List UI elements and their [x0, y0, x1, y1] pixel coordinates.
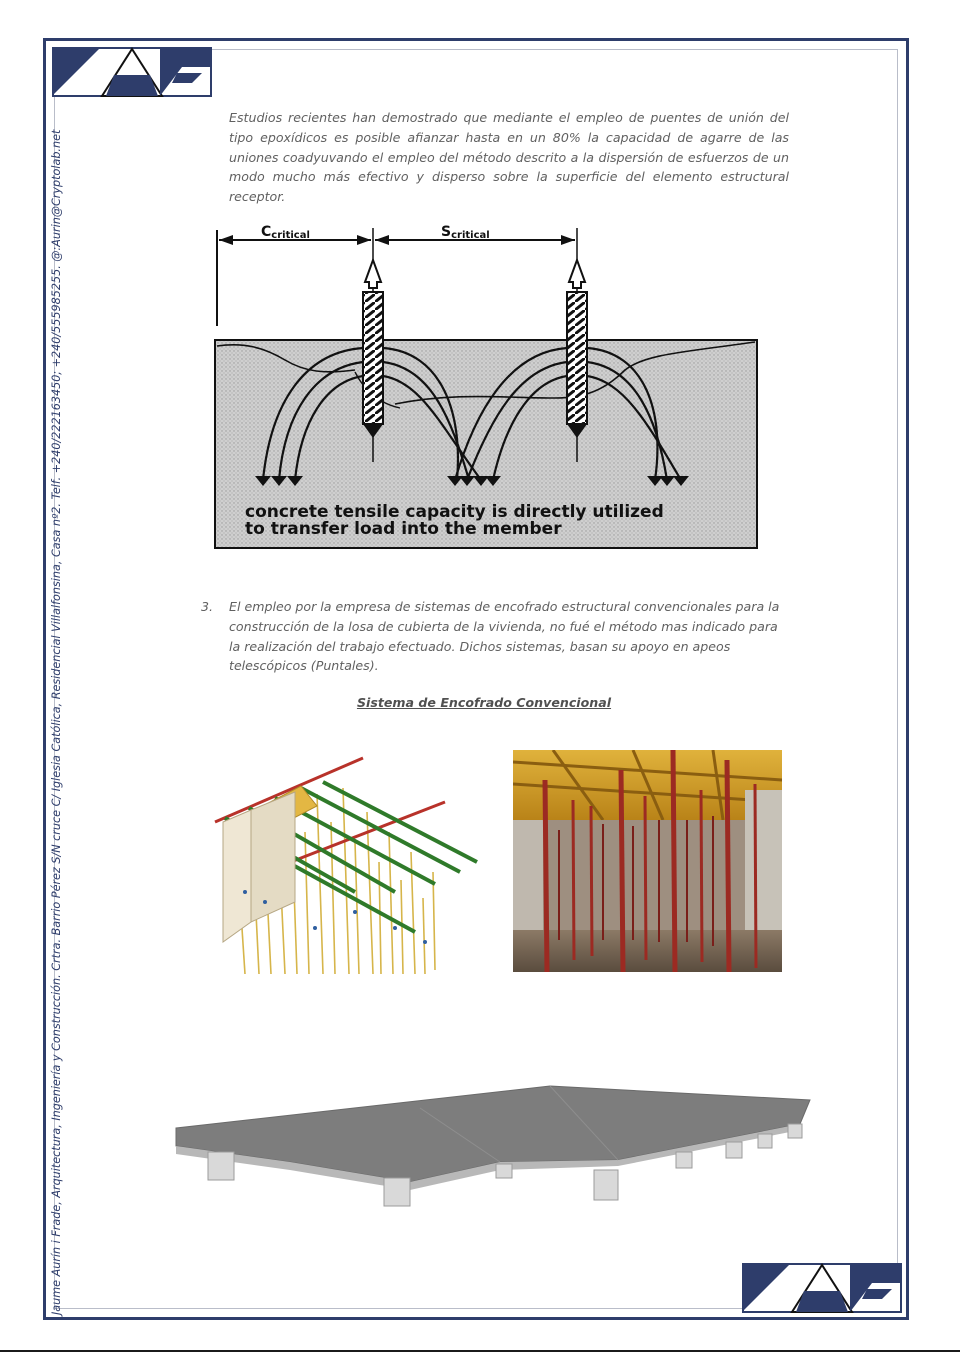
section-caption: Sistema de Encofrado Convencional [356, 695, 612, 710]
company-logo-top [52, 47, 212, 97]
company-logo-bottom [742, 1263, 902, 1313]
anchor-spacing-diagram [205, 222, 767, 552]
svg-text:concrete tensile capacity is d: concrete tensile capacity is directly utilized [245, 502, 664, 522]
formwork-system-illustration [205, 752, 480, 974]
roof-slab-3d-view [170, 1078, 815, 1210]
telescopic-props-photo [513, 750, 782, 972]
intro-paragraph: Estudios recientes han demostrado que mediante el empleo de puentes de unión del tipo epoxídicos es posible afianzar hasta en un 80% la capacidad de agarre de las uniones coadyuvando el empleo del método descrito a la dispersión de esfuerzos de un modo mucho más efectivo y disperso sobre la superficie del elemento estructural receptor. [229, 110, 789, 205]
svg-text:to transfer load into the memb: to transfer load into the member [245, 519, 562, 539]
bottom-rule [0, 1350, 960, 1352]
svg-text:Ccritical: Ccritical [261, 224, 310, 241]
svg-text:Scritical: Scritical [441, 224, 490, 241]
list-item-number: 3. [201, 599, 214, 614]
contact-sidebar: Jaume Aurín i Frade, Arquitectura, Ingeniería y Construcción. Crtra. Barrio Pérez S/N cruce C/ Iglesia Católica, Residencial Villalfonsina, Casa nº2. Telf. +240/222163450; +240/555985255. @:Aurin@Cryptolab.net [50, 129, 63, 1315]
list-item-text: El empleo por la empresa de sistemas de encofrado estructural convencionales para la construcción de la losa de cubierta de la vivienda, no fué el método mas indicado para la realización del trabajo efectuado. Dichos sistemas, basan su apoyo en apeos telescópicos (Puntales). [229, 599, 780, 674]
